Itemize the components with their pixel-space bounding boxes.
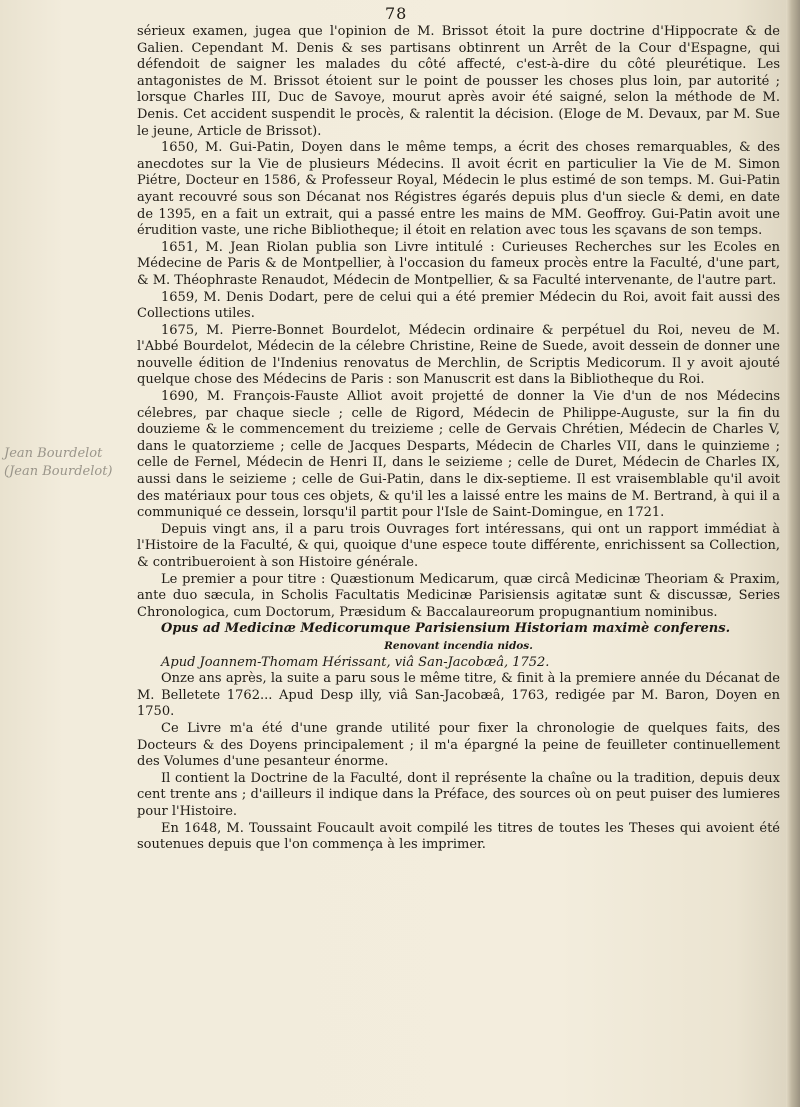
paragraph: Il contient la Doctrine de la Faculté, dont il représente la chaîne ou la tradition, depuis deux cent trente ans ; d'ailleurs il indique dans la Préface, des sources où on peut puiser des lumieres pour l'Histoire. bbox=[137, 770, 780, 819]
paragraph: Le premier a pour titre : Quæstionum Medicarum, quæ circâ Medicinæ Theoriam & Praxim, ante duo sæcula, in Scholis Facultatis Medicinæ Parisiensis agitatæ sunt & discussæ, Series Chronologica, cum Doctorum, Præsidum & Baccalaureorum propugnantium nominibus. bbox=[137, 571, 780, 620]
paragraph: 1675, M. Pierre-Bonnet Bourdelot, Médecin ordinaire & perpétuel du Roi, neveu de M. l'Abbé Bourdelot, Médecin de la célebre Christine, Reine de Suede, avoit dessein de donner une nouvelle édition de l'Indenius renovatus de Merchlin, de Scriptis Medicorum. Il y avoit ajouté quelque chose des Médecins de Paris : son Manuscrit est dans la Bibliotheque du Roi. bbox=[137, 322, 780, 388]
paragraph: 1651, M. Jean Riolan publia son Livre intitulé : Curieuses Recherches sur les Ecoles en Médecine de Paris & de Montpellier, à l'occasion du fameux procès entre la Faculté, d'une part, & M. Théophraste Renaudot, Médecin de Montpellier, & sa Faculté intervenante, de l'autre part. bbox=[137, 239, 780, 288]
paragraph: Depuis vingt ans, il a paru trois Ouvrages fort intéressans, qui ont un rapport immédiat à l'Histoire de la Faculté, & qui, quoique d'une espece toute différente, enrichissent sa Collection, & contribueroient à son Histoire générale. bbox=[137, 521, 780, 570]
paragraph: 1659, M. Denis Dodart, pere de celui qui a été premier Médecin du Roi, avoit fait aussi des Collections utiles. bbox=[137, 289, 780, 322]
paragraph: Ce Livre m'a été d'une grande utilité pour fixer la chronologie de quelques faits, des Docteurs & des Doyens principalement ; il m'a épargné la peine de feuilleter continuellement des Volumes d'une pesanteur énorme. bbox=[137, 720, 780, 770]
book-epigraph: Renovant incendia nidos. bbox=[384, 639, 533, 652]
margin-note-line: Jean Bourdelot bbox=[4, 446, 103, 461]
paragraph: 1690, M. François-Fauste Alliot avoit projetté de donner la Vie d'un de nos Médecins célebres, par chaque siecle ; celle de Rigord, Médecin de Philippe-Auguste, sur la fin du douzieme & le commencement du treizieme ; celle de Gervais Chrétien, Médecin de Charles V, dans le quatorzieme ; celle de Jacques Desparts, Médecin de Charles VII, dans le quinzieme ; celle de Fernel, Médecin de Henri II, dans le seizieme ; celle de Duret, Médecin de Charles IX, aussi dans le seizieme ; celle de Gui-Patin, dans le dix-septieme. Il est vraisemblable qu'il avoit des matériaux pour tous ces objets, & qu'il les a laissé entre les mains de M. Bertrand, à qui il a communiqué ce dessein, lorsqu'il partit pour l'Isle de Saint-Domingue, en 1721. bbox=[137, 389, 780, 521]
page-edge-shadow bbox=[786, 0, 800, 1107]
book-subtitle: Opus ad Medicinæ Medicorumque Parisiensium Historiam maximè conferens. bbox=[161, 621, 731, 637]
margin-note-line: (Jean Bourdelot) bbox=[4, 464, 113, 479]
paragraph: sérieux examen, jugea que l'opinion de M. Brissot étoit la pure doctrine d'Hippocrate & de Galien. Cependant M. Denis & ses partisans obtinrent un Arrêt de la Cour d'Espagne, qui défendoit de saigner les malades du côté affecté, c'est-à-dire du côté pleurétique. Les antagonistes de M. Brissot étoient sur le point de pousser les choses plus loin, par autorité ; lorsque Charles III, Duc de Savoye, mourut après avoir été saigné, selon la méthode de M. Denis. Cet accident suspendit le procès, & ralentit la décision. (Eloge de M. Devaux, par M. Sue le jeune, Article de Brissot). bbox=[137, 24, 780, 139]
handwritten-margin-note bbox=[4, 445, 124, 481]
paragraph: 1650, M. Gui-Patin, Doyen dans le même temps, a écrit des choses remarquables, & des anecdotes sur la Vie de plusieurs Médecins. Il avoit écrit en particulier la Vie de M. Simon Piétre, Docteur en 1586, & Professeur Royal, Médecin le plus estimé de son temps. M. Gui-Patin ayant recouvré sous son Décanat nos Régistres égarés depuis plus d'un siecle & demi, en date de 1395, en a fait un extrait, qui a passé entre les mains de MM. Geoffroy. Gui-Patin avoit une érudition vaste, une riche Bibliotheque; il étoit en relation avec tous les sçavans de son temps. bbox=[137, 140, 780, 239]
book-imprint: Apud Joannem-Thomam Hérissant, viâ San-Jacobæâ, 1752. bbox=[161, 654, 550, 670]
body-text bbox=[137, 24, 780, 854]
paragraph: Onze ans après, la suite a paru sous le même titre, & finit à la premiere année du Décanat de M. Belletete 1762... Apud Desp illy, viâ San-Jacobæâ, 1763, redigée par M. Baron, Doyen en 1750. bbox=[137, 671, 780, 720]
page-number: 78 bbox=[385, 4, 408, 23]
paragraph: En 1648, M. Toussaint Foucault avoit compilé les titres de toutes les Theses qui avoient été soutenues depuis que l'on commença à les imprimer. bbox=[137, 820, 780, 853]
